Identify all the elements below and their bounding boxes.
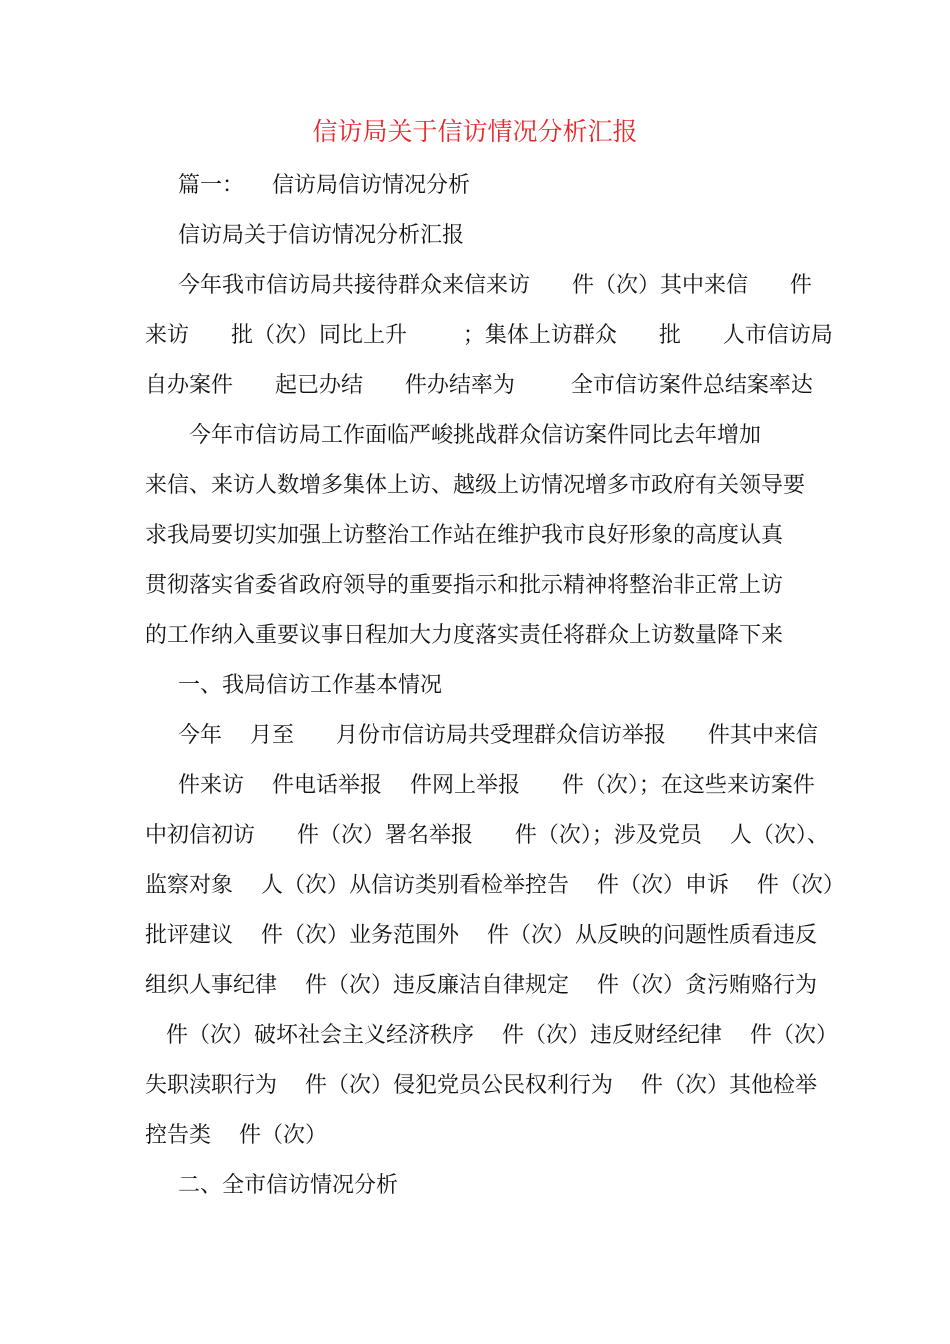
document-title: 信访局关于信访情况分析汇报 — [312, 117, 638, 146]
paragraph-line: 贯彻落实省委省政府领导的重要指示和批示精神将整治非正常上访 — [145, 573, 784, 598]
paragraph-line: 失职渎职行为 件（次）侵犯党员公民权利行为 件（次）其他检举 — [145, 1073, 817, 1098]
paragraph-line: 求我局要切实加强上访整治工作站在维护我市良好形象的高度认真 — [145, 523, 784, 548]
section-heading-part-one: 篇一： 信访局信访情况分析 — [178, 173, 470, 198]
paragraph-line: 今年 月至 月份市信访局共受理群众信访举报 件其中来信 — [178, 723, 818, 748]
paragraph-line: 监察对象 人（次）从信访类别看检举控告 件（次）申诉 件（次） — [145, 873, 845, 898]
paragraph-line: 控告类 件（次） — [145, 1123, 327, 1148]
paragraph-line: 的工作纳入重要议事日程加大力度落实责任将群众上访数量降下来 — [145, 623, 784, 648]
paragraph-line: 来信、来访人数增多集体上访、越级上访情况增多市政府有关领导要 — [145, 473, 806, 498]
paragraph-line: 件来访 件电话举报 件网上举报 件（次）；在这些来访案件 — [178, 773, 815, 798]
paragraph-line: 自办案件 起已办结 件办结率为 全市信访案件总结案率达 — [145, 373, 813, 398]
paragraph-line: 组织人事纪律 件（次）违反廉洁自律规定 件（次）贪污贿赂行为 — [145, 973, 817, 998]
paragraph-line: 今年我市信访局共接待群众来信来访 件（次）其中来信 件 — [178, 273, 812, 298]
section-heading-1: 一、我局信访工作基本情况 — [178, 673, 443, 698]
paragraph-line: 中初信初访 件（次）署名举报 件（次）；涉及党员 人（次）、 — [145, 823, 829, 848]
paragraph-line: 件（次）破坏社会主义经济秩序 件（次）违反财经纪律 件（次） — [166, 1023, 838, 1048]
paragraph-line: 今年市信访局工作面临严峻挑战群众信访案件同比去年增加 — [189, 423, 762, 448]
section-heading-2: 二、全市信访情况分析 — [178, 1173, 399, 1198]
paragraph-line: 来访 批（次）同比上升 ；集体上访群众 批 人市信访局 — [145, 323, 833, 348]
paragraph-line: 批评建议 件（次）业务范围外 件（次）从反映的问题性质看违反 — [145, 923, 817, 948]
subtitle-line: 信访局关于信访情况分析汇报 — [178, 223, 465, 248]
